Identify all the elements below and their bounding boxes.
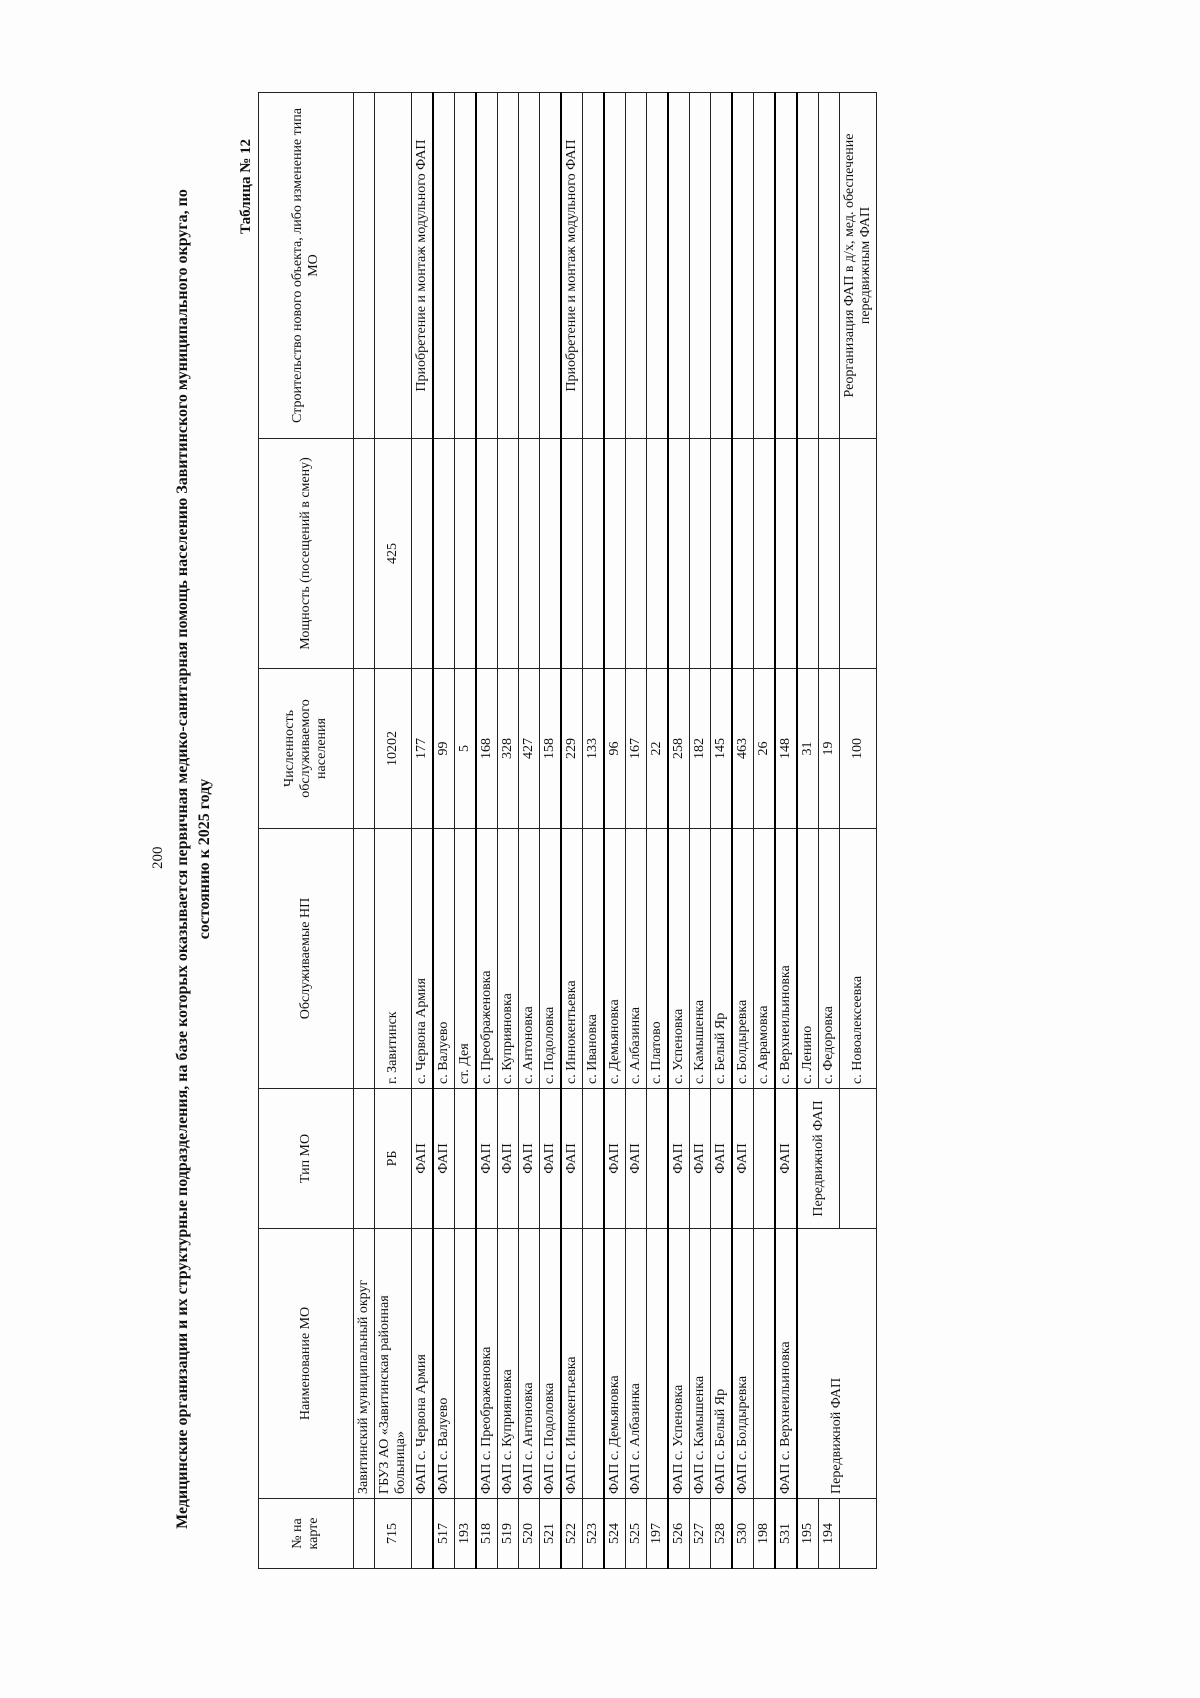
table-row — [433, 93, 455, 1569]
medical-organizations-table — [258, 92, 877, 1569]
served-settlement: с. Ленино — [797, 829, 819, 1089]
map-number: 526 — [668, 1499, 690, 1569]
served-settlement: с. Аврамовка — [754, 829, 776, 1089]
table-row — [668, 93, 690, 1569]
capacity: 425 — [375, 439, 412, 669]
mo-name: ФАП с. Успеновка — [668, 1229, 690, 1499]
table-row — [711, 93, 733, 1569]
population: 168 — [476, 669, 498, 829]
mo-name: ФАП с. Преображеновка — [476, 1229, 498, 1499]
population: 100 — [840, 669, 877, 829]
header-served-settlements: Обслуживаемые НП — [259, 829, 354, 1089]
population: 99 — [433, 669, 455, 829]
construction-note: Приобретение и монтаж модульного ФАП — [412, 93, 434, 439]
rotated-page — [80, 39, 1120, 1659]
map-number: 194 — [819, 1499, 840, 1569]
mo-type: ФАП — [412, 1089, 434, 1229]
served-settlement: с. Верхнеильиновка — [775, 829, 797, 1089]
header-mo-name: Наименование МО — [259, 1229, 354, 1499]
served-settlement: ст. Дея — [455, 829, 477, 1089]
map-number: 528 — [711, 1499, 733, 1569]
document-title: Медицинские организации и их структурные подразделения, на базе которых оказывается первичная медико-санитарная помощь населению Завитинского муниципального округа, по состоянию к 2025 году — [174, 189, 213, 1529]
construction-note: Приобретение и монтаж модульного ФАП — [561, 93, 583, 439]
population: 5 — [455, 669, 477, 829]
header-map-number: № на карте — [259, 1499, 354, 1569]
table-header-row — [259, 93, 354, 1569]
table-label: Таблица № 12 — [238, 138, 254, 234]
mo-type: ФАП — [711, 1089, 733, 1229]
map-number: 518 — [476, 1499, 498, 1569]
served-settlement: с. Албазинка — [626, 829, 647, 1089]
population: 328 — [498, 669, 519, 829]
mo-name: ФАП с. Верхнеильиновка — [775, 1229, 797, 1499]
served-settlement: с. Валуево — [433, 829, 455, 1089]
map-number: 715 — [375, 1499, 412, 1569]
table-row — [775, 93, 797, 1569]
map-number: 198 — [754, 1499, 776, 1569]
mo-type: ФАП — [519, 1089, 540, 1229]
mo-name: ФАП с. Валуево — [433, 1229, 455, 1499]
served-settlement: с. Преображеновка — [476, 829, 498, 1089]
table-row — [561, 93, 583, 1569]
served-settlement: с. Болдыревка — [732, 829, 754, 1089]
header-mo-type: Тип МО — [259, 1089, 354, 1229]
population: 26 — [754, 669, 776, 829]
mo-name: ФАП с. Белый Яр — [711, 1229, 733, 1499]
map-number: 197 — [647, 1499, 669, 1569]
mo-name: ФАП с. Иннокентьевка — [561, 1229, 583, 1499]
population: 133 — [583, 669, 605, 829]
population: 10202 — [375, 669, 412, 829]
served-settlement: с. Белый Яр — [711, 829, 733, 1089]
table-row — [797, 93, 819, 1569]
table-row — [354, 93, 375, 1569]
map-number: 517 — [433, 1499, 455, 1569]
population: 177 — [412, 669, 434, 829]
table-row — [583, 93, 605, 1569]
table-row — [498, 93, 519, 1569]
table-row — [412, 93, 434, 1569]
served-settlement: с. Червона Армия — [412, 829, 434, 1089]
mo-name: ФАП с. Антоновка — [519, 1229, 540, 1499]
table-row — [476, 93, 498, 1569]
map-number: 525 — [626, 1499, 647, 1569]
mo-type: Передвижной ФАП — [797, 1089, 840, 1229]
population: 258 — [668, 669, 690, 829]
mo-type: ФАП — [604, 1089, 626, 1229]
map-number: 193 — [455, 1499, 477, 1569]
mo-name: ГБУЗ АО «Завитинская районная больница» — [375, 1229, 412, 1499]
mo-name: ФАП с. Подоловка — [540, 1229, 562, 1499]
table-row — [375, 93, 412, 1569]
population: 96 — [604, 669, 626, 829]
population: 229 — [561, 669, 583, 829]
served-settlement: с. Антоновка — [519, 829, 540, 1089]
served-settlement: с. Платово — [647, 829, 669, 1089]
served-settlement: с. Успеновка — [668, 829, 690, 1089]
table-row — [540, 93, 562, 1569]
served-settlement: с. Камышенка — [690, 829, 711, 1089]
map-number: 524 — [604, 1499, 626, 1569]
mo-name: ФАП с. Червона Армия — [412, 1229, 434, 1499]
population: 31 — [797, 669, 819, 829]
map-number: 195 — [797, 1499, 819, 1569]
served-settlement: с. Новоалексеевка — [840, 829, 877, 1089]
mo-name: ФАП с. Демьяновка — [604, 1229, 626, 1499]
mo-type: ФАП — [668, 1089, 690, 1229]
header-capacity: Мощность (посещений в смену) — [259, 439, 354, 669]
mo-name: Завитинский муниципальный округ — [354, 1229, 375, 1499]
map-number: 521 — [540, 1499, 562, 1569]
mo-name: ФАП с. Камышенка — [690, 1229, 711, 1499]
map-number: 520 — [519, 1499, 540, 1569]
mo-name: ФАП с. Болдыревка — [732, 1229, 754, 1499]
served-settlement: с. Демьяновка — [604, 829, 626, 1089]
mo-type: ФАП — [732, 1089, 754, 1229]
served-settlement: г. Завитинск — [375, 829, 412, 1089]
map-number: 531 — [775, 1499, 797, 1569]
served-settlement: с. Куприяновка — [498, 829, 519, 1089]
mo-type: ФАП — [626, 1089, 647, 1229]
header-construction: Строительство нового объекта, либо изменение типа МО — [259, 93, 354, 439]
table-row — [690, 93, 711, 1569]
population: 463 — [732, 669, 754, 829]
mo-type: ФАП — [498, 1089, 519, 1229]
population: 167 — [626, 669, 647, 829]
population: 158 — [540, 669, 562, 829]
mo-name: ФАП с. Албазинка — [626, 1229, 647, 1499]
population: 427 — [519, 669, 540, 829]
map-number: 530 — [732, 1499, 754, 1569]
table-row — [626, 93, 647, 1569]
population: 145 — [711, 669, 733, 829]
table-row — [754, 93, 776, 1569]
served-settlement: с. Федоровка — [819, 829, 840, 1089]
map-number: 523 — [583, 1499, 605, 1569]
table-row — [519, 93, 540, 1569]
mo-type: РБ — [375, 1089, 412, 1229]
map-number: 519 — [498, 1499, 519, 1569]
served-settlement: с. Иннокентьевка — [561, 829, 583, 1089]
population: 182 — [690, 669, 711, 829]
map-number: 527 — [690, 1499, 711, 1569]
header-population: Численность обслуживаемого населения — [259, 669, 354, 829]
construction-note: Реорганизация ФАП в д/х, мед. обеспечение передвижным ФАП — [840, 93, 877, 439]
mo-type: ФАП — [433, 1089, 455, 1229]
population: 148 — [775, 669, 797, 829]
population: 19 — [819, 669, 840, 829]
mo-type: ФАП — [476, 1089, 498, 1229]
mo-type: ФАП — [540, 1089, 562, 1229]
mo-type: ФАП — [690, 1089, 711, 1229]
page-number: 200 — [150, 846, 166, 869]
table-row — [455, 93, 477, 1569]
mo-name: ФАП с. Куприяновка — [498, 1229, 519, 1499]
population: 22 — [647, 669, 669, 829]
table-row — [732, 93, 754, 1569]
mo-type: ФАП — [775, 1089, 797, 1229]
table-row — [604, 93, 626, 1569]
map-number: 522 — [561, 1499, 583, 1569]
served-settlement: с. Подоловка — [540, 829, 562, 1089]
mo-type: ФАП — [561, 1089, 583, 1229]
mo-name: Передвижной ФАП — [797, 1229, 877, 1499]
table-row — [647, 93, 669, 1569]
served-settlement: с. Ивановка — [583, 829, 605, 1089]
